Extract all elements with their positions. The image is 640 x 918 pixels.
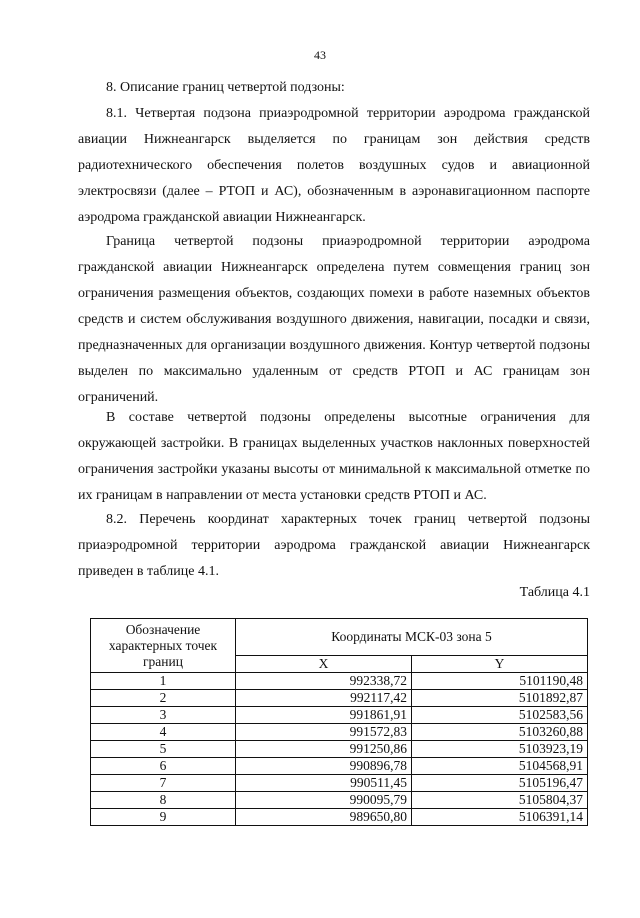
header-x: X <box>236 656 412 673</box>
cell-y: 5103260,88 <box>412 724 588 741</box>
cell-point: 4 <box>91 724 236 741</box>
table-caption: Таблица 4.1 <box>519 585 590 600</box>
cell-y: 5101892,87 <box>412 690 588 707</box>
cell-x: 990511,45 <box>236 775 412 792</box>
cell-x: 989650,80 <box>236 809 412 826</box>
cell-y: 5102583,56 <box>412 707 588 724</box>
table-row <box>91 809 588 826</box>
cell-point: 2 <box>91 690 236 707</box>
paragraph-8-2: 8.2. Перечень координат характерных точек границ четвертой подзоны приаэродромной территории аэродрома гражданской авиации Нижнеангарск приведен в таблице 4.1. <box>78 512 590 579</box>
header-coordinates: Координаты МСК-03 зона 5 <box>236 619 588 656</box>
table-row <box>91 690 588 707</box>
paragraph-boundary: Граница четвертой подзоны приаэродромной территории аэродрома гражданской авиации Нижнеангарск определена путем совмещения границ зон ограничения размещения объектов, создающих помехи в работе наземных объектов средств и систем обслуживания воздушного движения, навигации, посадки и связи, предназначенных для организации воздушного движения. Контур четвертой подзоны выделен по максимально удаленным от средств РТОП и АС границам зон ограничений. <box>78 234 590 405</box>
cell-y: 5101190,48 <box>412 673 588 690</box>
cell-point: 1 <box>91 673 236 690</box>
header-y: Y <box>412 656 588 673</box>
table-row <box>91 707 588 724</box>
cell-x: 992338,72 <box>236 673 412 690</box>
paragraph-height-limits: В составе четвертой подзоны определены высотные ограничения для окружающей застройки. В границах выделенных участков наклонных поверхностей ограничения застройки указаны высоты от минимальной к максимальной отметке по их границам в направлении от места установки средств РТОП и АС. <box>78 410 590 503</box>
cell-point: 6 <box>91 758 236 775</box>
cell-point: 5 <box>91 741 236 758</box>
table-header-row <box>91 619 588 656</box>
table-row <box>91 741 588 758</box>
table-row <box>91 758 588 775</box>
header-point-designation: Обозначение характерных точек границ <box>91 619 236 673</box>
paragraph-8-1: 8.1. Четвертая подзона приаэродромной территории аэродрома гражданской авиации Нижнеангарск выделяется по границам зон действия средств радиотехнического обеспечения полетов воздушных судов и авиационной электросвязи (далее – РТОП и АС), обозначенным в аэронавигационном паспорте аэродрома гражданской авиации Нижнеангарск. <box>78 106 590 225</box>
cell-point: 7 <box>91 775 236 792</box>
cell-y: 5105196,47 <box>412 775 588 792</box>
cell-y: 5105804,37 <box>412 792 588 809</box>
cell-x: 991250,86 <box>236 741 412 758</box>
table-row <box>91 775 588 792</box>
page-number: 43 <box>314 48 326 62</box>
cell-x: 991861,91 <box>236 707 412 724</box>
cell-point: 9 <box>91 809 236 826</box>
table-row <box>91 673 588 690</box>
cell-x: 990896,78 <box>236 758 412 775</box>
cell-y: 5106391,14 <box>412 809 588 826</box>
cell-y: 5103923,19 <box>412 741 588 758</box>
cell-x: 991572,83 <box>236 724 412 741</box>
coordinates-table <box>90 618 588 826</box>
table-row <box>91 792 588 809</box>
cell-x: 990095,79 <box>236 792 412 809</box>
table-row <box>91 724 588 741</box>
cell-point: 3 <box>91 707 236 724</box>
cell-x: 992117,42 <box>236 690 412 707</box>
section-heading: 8. Описание границ четвертой подзоны: <box>106 80 345 95</box>
cell-y: 5104568,91 <box>412 758 588 775</box>
cell-point: 8 <box>91 792 236 809</box>
